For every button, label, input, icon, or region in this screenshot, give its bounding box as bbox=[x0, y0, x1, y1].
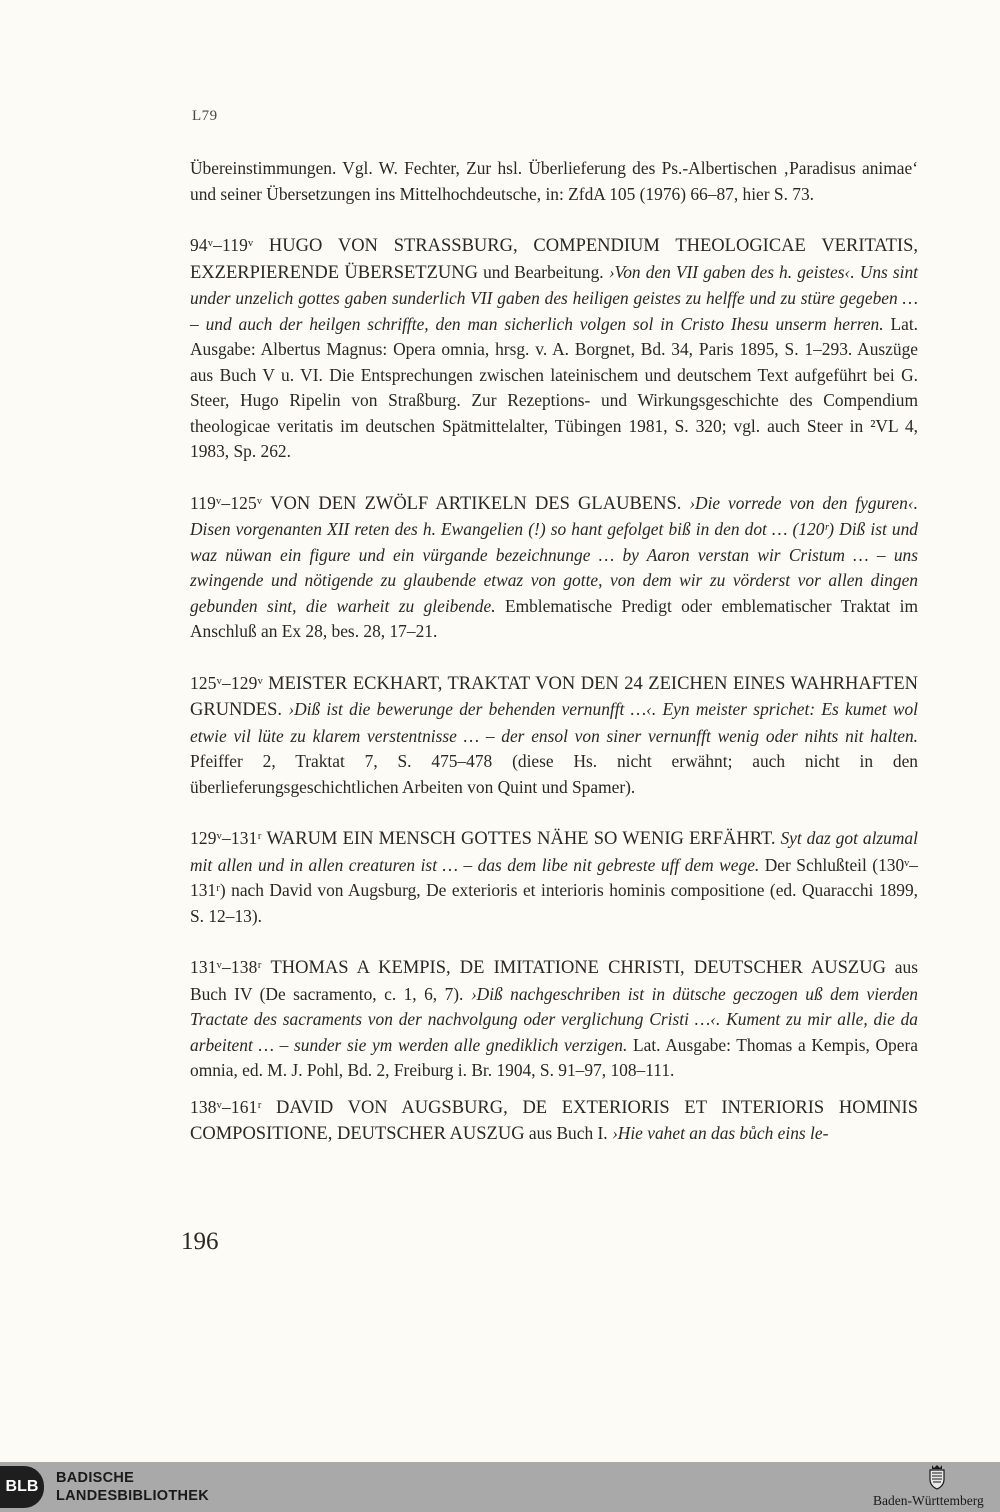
entry-title: MEISTER ECKHART, TRAKTAT VON DEN 24 ZEICHEN EINES WAHRHAFTEN GRUNDES. bbox=[190, 673, 918, 720]
catalog-entry bbox=[190, 955, 918, 1084]
catalog-entry bbox=[190, 233, 918, 465]
entry-title-tail: aus Buch IV (De sacramento, c. 1, 6, 7). bbox=[190, 957, 918, 1004]
entry-title: DAVID VON AUGSBURG, DE EXTERIORIS ET INTERIORIS HOMINIS COMPOSITIONE, DEUTSCHER AUSZUG bbox=[190, 1097, 918, 1144]
page-identifier: L79 bbox=[192, 108, 218, 124]
library-name[interactable] bbox=[56, 1469, 209, 1505]
entry-note: Der Schlußteil (130ᵛ–131ʳ) nach David von Augsburg, De exterioris et interioris hominis compositione (ed. Quaracchi 1899, S. 12–13). bbox=[190, 854, 918, 926]
library-name-line1: BADISCHE bbox=[56, 1470, 135, 1486]
catalog-entry bbox=[190, 826, 918, 929]
region-label: Baden-Württemberg bbox=[873, 1493, 984, 1508]
entry-continuation bbox=[190, 156, 918, 207]
folio-range: 119ᵛ–125ᵛ bbox=[190, 492, 263, 513]
entry-note: Emblematische Predigt oder emblematischer Traktat im Anschluß an Ex 28, bes. 28, 17–21. bbox=[190, 595, 918, 641]
coat-of-arms-icon bbox=[926, 1464, 948, 1490]
entry-title-tail: aus Buch I. bbox=[524, 1123, 612, 1143]
folio-range: 129ᵛ–131ʳ bbox=[190, 828, 262, 848]
entry-note: Lat. Ausgabe: Albertus Magnus: Opera omnia, hrsg. v. A. Borgnet, Bd. 34, Paris 1895, S. 1–293. Auszüge aus Buch V u. VI. Die Entsprechungen zwischen lateinischem und deutschem Text aufgeführt bei G. Steer, Hugo Ripelin von Straßburg. Zur Rezeptions- und Wirkungsgeschichte des Compendium theologicae veritatis im deutschen Spätmittelalter, Tübingen 1981, S. 320; vgl. auch Steer in ²VL 4, 1983, Sp. 262. bbox=[190, 313, 919, 461]
folio-range: 125ᵛ–129ᵛ bbox=[190, 672, 263, 693]
library-footer bbox=[0, 1462, 1000, 1512]
folio-range: 94ᵛ–119ᵛ bbox=[190, 235, 254, 255]
folio-range: 138ᵛ–161ʳ bbox=[190, 1096, 262, 1117]
catalog-text bbox=[190, 156, 918, 1174]
entry-incipit: ›Von den VII gaben des h. geistes‹. Uns sint under unzelich gottes gaben sunderlich VII gaben des heiligen geistes zu helffe und zu stüre gegeben … – und auch der heilgen schriffte, den man sicherlich volgen sol in Cristo Ihesu unserm herren. bbox=[190, 261, 919, 334]
entry-incipit: ›Die vorrede von den fyguren‹. Disen vorgenanten XII reten des h. Ewangelien (!) so hant gefolget biß in den dot … (120ʳ) Diß ist und waz nüwan ein figure und ein vürgande bezeichnunge … by Aaron verstan wir Cristum … – uns zwingende und nötigende zu glaubende etwaz von gotte, von dem wir zu vörderst vor allen dingen gebunden sint, die warheit zu gleibende. bbox=[190, 492, 918, 616]
entry-note: Pfeiffer 2, Traktat 7, S. 475–478 (diese Hs. nicht erwähnt; auch nicht in den überlieferungsgeschichtlichen Arbeiten von Quint und Spamer). bbox=[190, 751, 918, 797]
entry-title: WARUM EIN MENSCH GOTTES NÄHE SO WENIG ERFÄHRT. bbox=[266, 829, 776, 849]
entry-title: THOMAS A KEMPIS, DE IMITATIONE CHRISTI, DEUTSCHER AUSZUG bbox=[270, 958, 886, 978]
entry-incipit: Syt daz got alzumal mit allen und in allen creaturen ist … – das dem libe nit gebreste uff dem wege. bbox=[190, 828, 918, 875]
entry-title-tail: und Bearbeitung. bbox=[478, 261, 609, 282]
continuation-text: Übereinstimmungen. Vgl. W. Fechter, Zur hsl. Überlieferung des Ps.-Albertischen ‚Paradisus animae‘ und seiner Übersetzungen ins Mittelhochdeutsche, in: ZfdA 105 (1976) 66–87, hier S. 73. bbox=[190, 158, 918, 204]
entry-incipit: ›Diß ist die bewerunge der behenden vernunfft …‹. Eyn meister sprichet: Es kumet wol etwie vil lüte zu klarem verstentnisse … – der ensol von siner vernunfft wenig oder nihts nit halten. bbox=[190, 699, 918, 746]
entry-incipit: ›Diß nachgeschriben ist in dütsche geczogen uß dem vierden Tractate des sacraments von der nachvolgung oder verglichung Cristi …‹. Kument zu mir alle, die da arbeitent … – sunder sie ym werden alle gnediklich verzigen. bbox=[190, 983, 918, 1055]
catalog-entry bbox=[190, 1095, 918, 1148]
catalog-entry bbox=[190, 671, 918, 801]
library-name-line2: LANDESBIBLIOTHEK bbox=[56, 1488, 210, 1504]
entry-note: Lat. Ausgabe: Thomas a Kempis, Opera omnia, ed. M. J. Pohl, Bd. 2, Freiburg i. Br. 1904, S. 91–97, 108–111. bbox=[190, 1034, 918, 1080]
page-number: 196 bbox=[181, 1228, 219, 1255]
entry-title: HUGO VON STRASSBURG, COMPENDIUM THEOLOGICAE VERITATIS, EXZERPIERENDE ÜBERSETZUNG bbox=[190, 236, 918, 283]
entry-title: VON DEN ZWÖLF ARTIKELN DES GLAUBENS. bbox=[270, 493, 682, 514]
catalog-entry bbox=[190, 491, 918, 645]
entry-incipit: ›Hie vahet an das bůch eins le- bbox=[612, 1123, 829, 1143]
blb-logo[interactable]: BLB bbox=[0, 1466, 44, 1508]
folio-range: 131ᵛ–138ʳ bbox=[190, 957, 262, 977]
